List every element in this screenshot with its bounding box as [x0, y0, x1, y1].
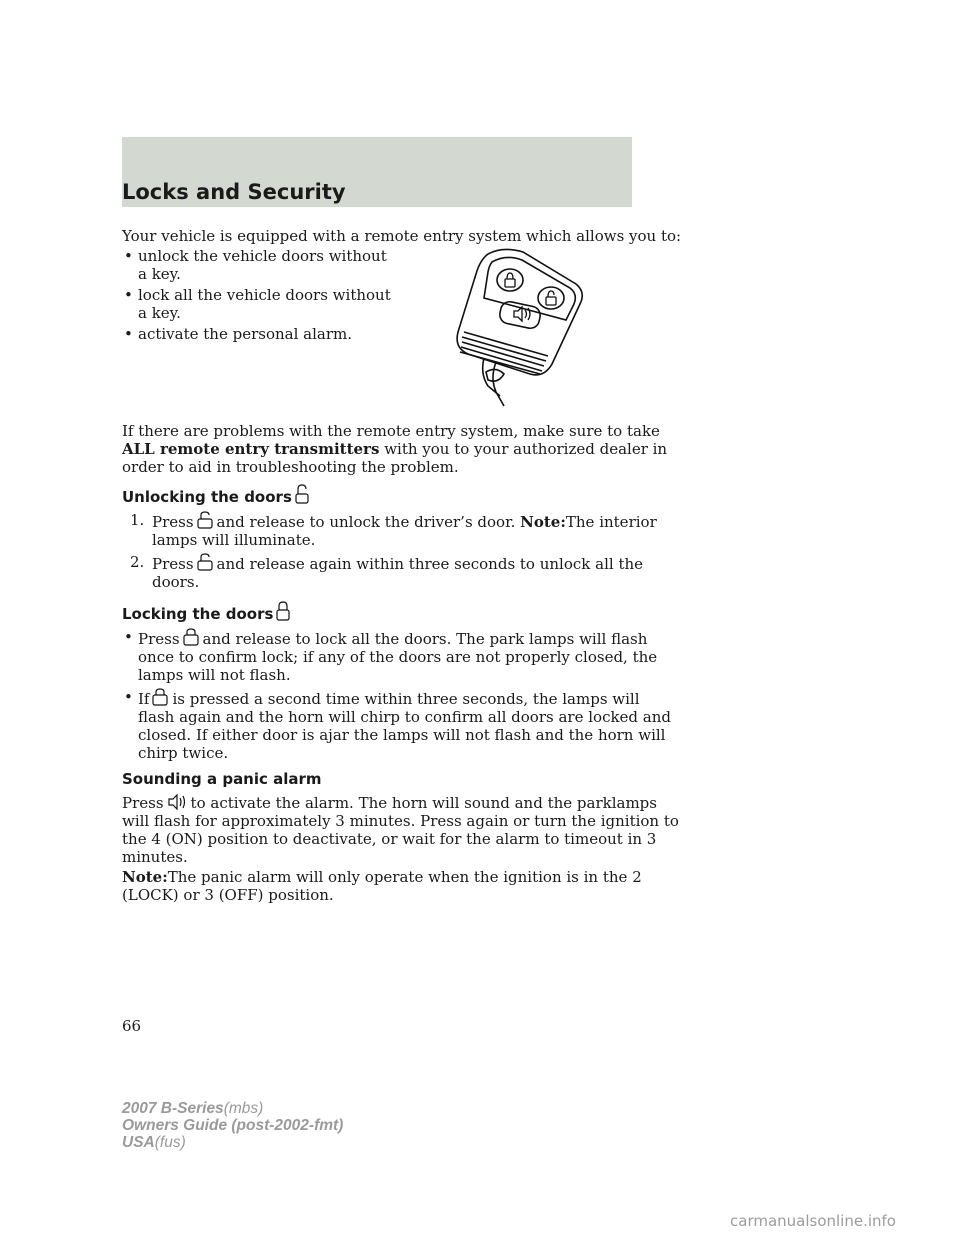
feature-item: lock all the vehicle doors without a key. — [138, 286, 391, 322]
lock-item: If is pressed a second time within three seconds, the lamps will flash again and the horn will chirp to confirm all doors are locked and closed. If either door is ajar the lamps will not flash and the horn will chirp twice. — [138, 690, 672, 762]
problems-paragraph: If there are problems with the remote entry system, make sure to take ALL remote entry transmitters with you to your authorized dealer in order to aid in troubleshooting the problem. — [122, 422, 668, 476]
page-number: 66 — [122, 1017, 142, 1035]
panic-paragraph: Press to activate the alarm. The horn will sound and the parklamps will flash for approximately 3 minutes. Press again or turn the ignition to the 4 (ON) position to deactivate, or wait for the alarm to timeout in 3 minutes. — [122, 794, 679, 866]
unlock-step-2: Press and release again within three seconds to unlock all the doors. — [152, 555, 644, 591]
document-footer: 2007 B-Series(mbs) Owners Guide (post-2002-fmt) USA(fus) — [122, 1100, 344, 1151]
panic-heading: Sounding a panic alarm — [122, 770, 322, 788]
step-number: 2. — [130, 553, 145, 571]
lock-icon — [183, 628, 199, 646]
step-number: 1. — [130, 511, 145, 529]
unlock-icon — [197, 511, 213, 529]
section-title: Locks and Security — [122, 180, 346, 204]
lock-icon — [276, 601, 290, 621]
bullet: • — [124, 286, 133, 304]
panic-note: Note:The panic alarm will only operate when the ignition is in the 2 (LOCK) or 3 (OFF) position. — [122, 868, 642, 904]
lock-icon — [152, 688, 168, 706]
lock-item: Press and release to lock all the doors. The park lamps will flash once to confirm lock; if any of the doors are not properly closed, the lamps will not flash. — [138, 630, 658, 684]
unlock-step-1: Press and release to unlock the driver’s door. Note:The interior lamps will illuminate. — [152, 513, 657, 549]
bold-emphasis: ALL remote entry transmitters — [122, 440, 380, 458]
bullet: • — [124, 247, 133, 265]
unlocking-heading: Unlocking the doors — [122, 484, 313, 506]
bullet: • — [124, 628, 133, 646]
bullet: • — [124, 325, 133, 343]
unlock-icon — [197, 553, 213, 571]
locking-heading: Locking the doors — [122, 601, 294, 623]
key-fob-illustration — [448, 246, 588, 416]
panic-alarm-icon — [167, 794, 187, 810]
unlock-icon — [295, 484, 309, 504]
intro-text: Your vehicle is equipped with a remote entry system which allows you to: — [122, 227, 682, 245]
bullet: • — [124, 688, 133, 706]
feature-item: unlock the vehicle doors without a key. — [138, 247, 387, 283]
feature-item: activate the personal alarm. — [138, 325, 352, 343]
watermark: carmanualsonline.info — [730, 1212, 896, 1230]
